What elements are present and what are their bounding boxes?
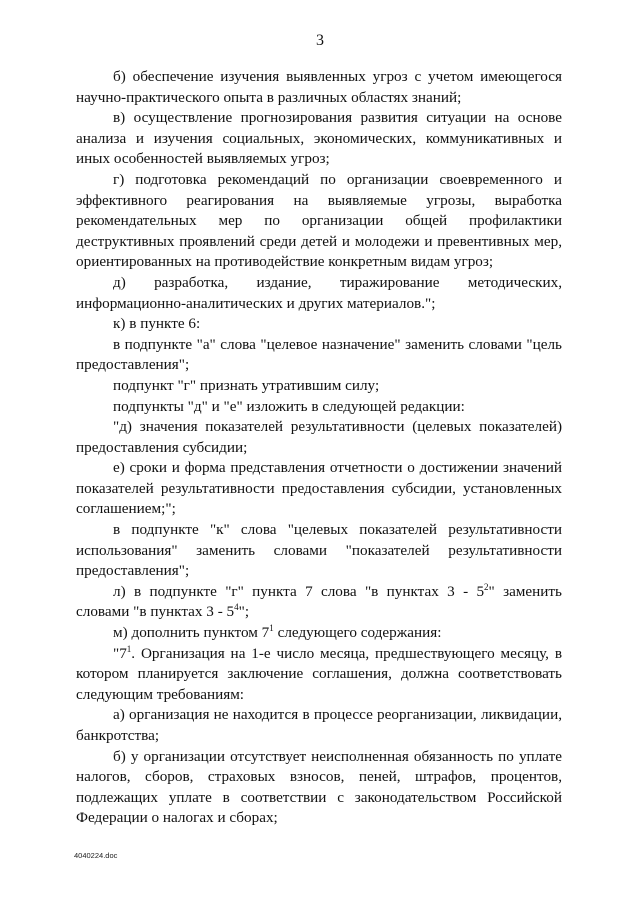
document-body (76, 67, 562, 829)
paragraph-subpoint-k: в подпункте "к" слова "целевых показателей результативности использования" заменить словами "показателей результативности предоставления"; (76, 521, 562, 580)
paragraph-a-reorganization: а) организация не находится в процессе реорганизации, ликвидации, банкротства; (76, 706, 562, 744)
paragraph-m-text-start: м) дополнить пунктом 7 (113, 624, 270, 642)
paragraph-subpoint-a: в подпункте "а" слова "целевое назначение" заменить словами "цель предоставления"; (76, 335, 562, 374)
paragraph-m-text-end: следующего содержания: (273, 624, 442, 642)
paragraph-subpoint-g: подпункт "г" признать утратившим силу; (113, 376, 380, 394)
paragraph-m-add-point (76, 623, 562, 644)
paragraph-b-tax-obligations: б) у организации отсутствует неисполненная обязанность по уплате налогов, сборов, страховых взносов, пеней, штрафов, процентов, подлежащих уплате в соответствии с законодательством Российской Федерации о налогах и сборах; (76, 747, 562, 827)
paragraph-g-recommendations: г) подготовка рекомендаций по организации своевременного и эффективного реагирования на выявляемые угрозы, выработка рекомендательных мер по организации общей профилактики деструктивных проявлений среди детей и молодежи и превентивных мер, ориентированных на противодействие конкретным видам угроз; (76, 170, 562, 271)
paragraph-v-forecasting: в) осуществление прогнозирования развития ситуации на основе анализа и изучения социальных, экономических, коммуникативных и иных особенностей выявляемых угроз; (76, 109, 562, 168)
paragraph-d-materials: д) разработка, издание, тиражирование методических, информационно-аналитических и других материалов."; (76, 273, 562, 312)
superscript: 1 (126, 643, 132, 654)
paragraph-l-text-middle: " заменить словами "в пунктах 3 - 5 (76, 582, 562, 621)
footer-file-code: 4040224.doc (74, 851, 118, 860)
superscript: 4 (234, 602, 239, 613)
paragraph-7-1-text-end: . Организация на 1-е число месяца, предшествующего месяцу, в котором планируется заключение соглашения, должна соответствовать следующим требованиям: (76, 644, 562, 703)
paragraph-l-point-7 (76, 582, 562, 623)
superscript: 1 (269, 623, 274, 634)
paragraph-k-point-6: к) в пункте 6: (113, 315, 201, 333)
paragraph-d-indicators: "д) значения показателей результативности (целевых показателей) предоставления субсидии; (76, 418, 562, 456)
paragraph-l-text-end: "; (238, 603, 250, 621)
paragraph-l-text-start: л) в подпункте "г" пункта 7 слова "в пунктах 3 - 5 (113, 582, 485, 600)
superscript: 2 (484, 581, 489, 592)
paragraph-b-threat-study: б) обеспечение изучения выявленных угроз с учетом имеющегося научно-практического опыта в различных областях знаний; (76, 68, 562, 106)
page-number: 3 (316, 32, 324, 49)
paragraph-subpoints-d-e: подпункты "д" и "е" изложить в следующей редакции: (113, 397, 465, 415)
paragraph-point-7-1 (76, 644, 562, 706)
paragraph-7-1-text-start: "7 (113, 644, 127, 662)
paragraph-e-reporting: е) сроки и форма представления отчетности о достижении значений показателей результативности предоставления субсидии, установленных соглашением;"; (76, 459, 562, 518)
